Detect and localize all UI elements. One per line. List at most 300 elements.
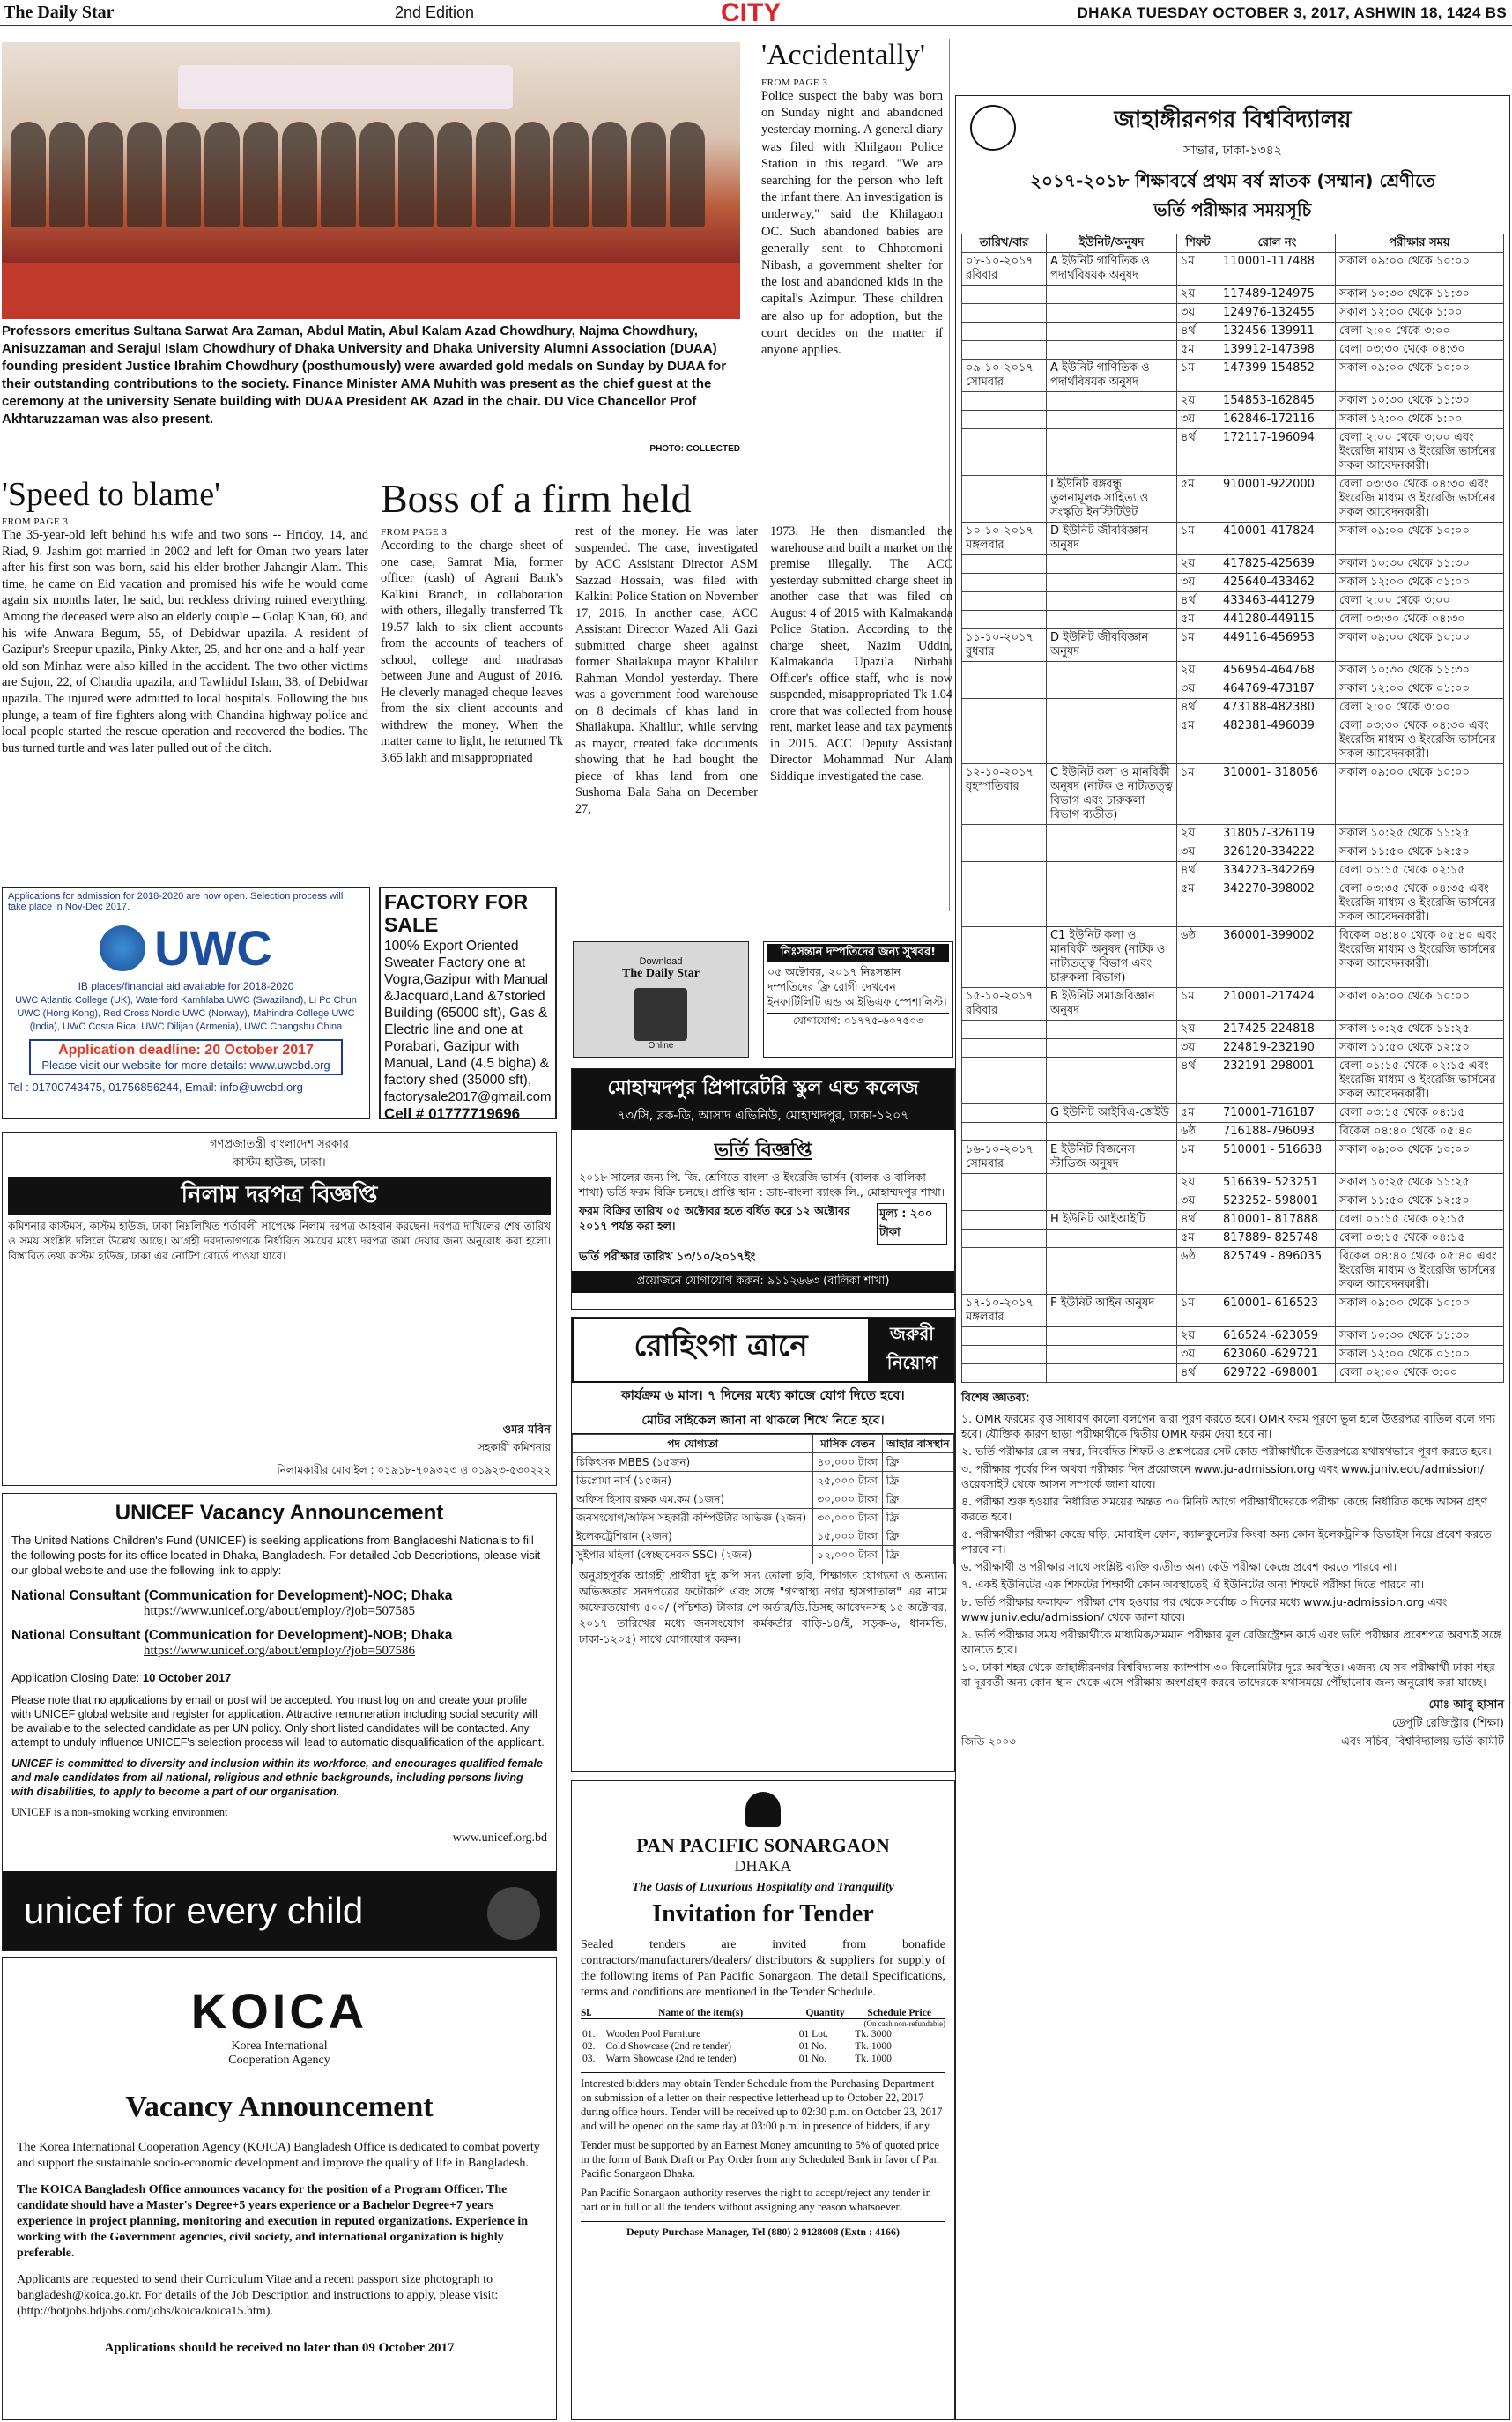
- table-cell: [962, 341, 1047, 360]
- note-item: ৩. পরীক্ষার পূর্বের দিন অথবা পরীক্ষার দিন প্রয়োজনে www.ju-admission.org এবং www.juniv.edu/admission/ ওয়েবসাইট থেকে আসন সম্পর্কে জানা যাবে।: [961, 1462, 1485, 1490]
- from-page: FROM PAGE 3: [2, 516, 69, 527]
- table-cell: [962, 825, 1047, 843]
- table-cell: [962, 392, 1047, 411]
- rohingya-body: অনুগ্রহপূর্বক আগ্রহী প্রার্থীরা দুই কপি সদ্য তোলা ছবি, শিক্ষাগত যোগ্যতা ও অন্যান্য অভিজ্ঞতার সনদপত্রের ফটোকপি এবং সঙ্গে "গণস্বাস্থ্য নগর হাসপাতাল" এর নামে অফেরতযোগ্য ৫০০/-(পাঁচশত) টাকার পে অর্ডার/ডি.ডিসহ আবেদনসহ ১৫ অক্টোবর, ২০১৭ তারিখের মধ্যে জনসংযোগ কর্মকর্তার বাড়ি-১৪/ই, সড়ক-৬, ধানমন্ডি, ঢাকা-১২০৫) সাথে যোগাযোগ করুন।: [579, 1569, 947, 1646]
- table-cell: 147399-154852: [1219, 360, 1336, 392]
- article-speed-to-blame: [2, 476, 368, 855]
- table-cell: 425640-433462: [1219, 574, 1336, 592]
- table-row: [962, 1058, 1504, 1104]
- table-row: [962, 323, 1504, 341]
- nilam-sign: ওমর মবিন: [502, 1423, 551, 1437]
- exam-date: ভর্তি পরীক্ষার তারিখ ১৩/১০/২০১৭ইং: [579, 1251, 756, 1264]
- table-cell: [962, 1346, 1047, 1364]
- table-cell: I ইউনিট বঙ্গবন্ধু তুলনামূলক সাহিত্য ও সংস্কৃতি ইনস্টিটিউট: [1047, 476, 1177, 523]
- tender-p1: Interested bidders may obtain Tender Schedule from the Purchasing Department on submission of a letter on their respective letterhead up to October 22, 2017 during office hours. Tender will be received up to 02:30 p.m. on October 23, 2017 and will be opened on the same day at 03:00 p.m. in presence of bidders, if any.: [581, 2072, 945, 2133]
- table-cell: ৬ষ্ঠ: [1177, 1123, 1219, 1141]
- koica-title: Vacancy Announcement: [125, 2091, 434, 2123]
- uwc-website[interactable]: Please visit our website for more details: www.uwcbd.org: [41, 1059, 330, 1072]
- table-cell: ৫ম: [1177, 341, 1219, 360]
- col-header: পদ যোগ্যতা: [573, 1435, 813, 1453]
- table-cell: Warm Showcase (2nd re tender): [605, 2054, 737, 2064]
- table-cell: [962, 555, 1047, 574]
- note-item: ১. OMR ফরমের বৃত্ত সাধারণ কালো বলপেন দ্বারা পূরণ করতে হবে। OMR ফরম পূরণে ভুল হলে উত্তরপত্র বাতিল বলে গণ্য হবে। যৌক্তিক কারণ ছাড়া পরীক্ষার্থীকে দ্বিতীয় OMR ফরম দেয়া হবে না।: [961, 1412, 1496, 1440]
- ad-infertility: [763, 941, 953, 1058]
- table-cell: 510001 - 516638: [1219, 1141, 1336, 1174]
- table-cell: [1047, 392, 1177, 411]
- uwc-contact: Tel : 01700743475, 01756856244, Email: info@uwcbd.org: [8, 1081, 303, 1094]
- schedule-table: [961, 234, 1504, 1383]
- note-item: ৭. একই ইউনিটের এক শিফটের শিক্ষার্থী কোন অবস্থাতেই ঐ ইউনিটের অন্য শিফটে পরীক্ষা দিতে পারবে না।: [961, 1578, 1425, 1591]
- from-page: FROM PAGE 3: [761, 78, 828, 88]
- ju-gd-code: জিডি-২০০৩: [961, 1735, 1016, 1748]
- note-item: ১০. ঢাকা শহর থেকে জাহাঙ্গীরনগর বিশ্ববিদ্যালয় ক্যাম্পাস ৩০ কিলোমিটার দূরে অবস্থিত। এজন্য যে সব পরীক্ষার্থী ঢাকা শহর বা দূরবর্তী অন্য কোন স্থান থেকে এসে পরীক্ষায় অংশগ্রহণ করবে তাদেরকে যথাসময়ে পৌঁছানোর জন্য অনুরোধ করা যাচ্ছে।: [961, 1660, 1495, 1689]
- table-cell: ফ্রি: [882, 1472, 953, 1490]
- table-cell: 172117-196094: [1219, 429, 1336, 476]
- table-cell: B ইউনিট সমাজবিজ্ঞান অনুষদ: [1047, 988, 1177, 1021]
- table-cell: [1047, 1230, 1177, 1248]
- table-cell: 117489-124975: [1219, 286, 1336, 304]
- table-cell: A ইউনিট গাণিতিক ও পদার্থবিষয়ক অনুষদ: [1047, 360, 1177, 392]
- col-header: শিফট: [1177, 234, 1219, 253]
- ad-unicef: [2, 1493, 557, 1951]
- ad-factory-sale: [379, 887, 557, 1119]
- table-cell: ৩য়: [1177, 411, 1219, 429]
- table-cell: বেলা ০৩:৩৫ থেকে ০৪:৩৫ এবং ইংরেজি মাধ্যম ও ইংরেজি ভার্সনের সকল আবেদনকারী।: [1336, 880, 1504, 927]
- table-cell: 482381-496039: [1219, 717, 1336, 764]
- table-row: [962, 1141, 1504, 1174]
- table-row: [962, 411, 1504, 429]
- table-row: [962, 286, 1504, 304]
- col-header: Name of the item(s): [658, 2008, 744, 2018]
- table-cell: 629722 -698001: [1219, 1364, 1336, 1383]
- unicef-diversity: UNICEF is committed to diversity and inclusion within its workforce, and encourages qualified female and male candidates from all national, religious and ethnic backgrounds, including persons living with disabilities, to apply to become a part of our organisation.: [11, 1757, 543, 1798]
- table-cell: ৩য়: [1177, 843, 1219, 862]
- table-row: [581, 2053, 945, 2065]
- table-cell: ২য়: [1177, 1327, 1219, 1346]
- table-cell: সকাল ০৯:০০ থেকে ১০:০০: [1336, 764, 1504, 825]
- table-cell: বিকেল ০৪:৪০ থেকে ০৫:৪০ এবং ইংরেজি মাধ্যম ও ইংরেজি ভার্সনের সকল আবেদনকারী।: [1336, 1248, 1504, 1295]
- table-cell: 410001-417824: [1219, 523, 1336, 555]
- infertility-body: ০৫ অক্টোবর, ২০১৭ নিঃসন্তান দম্পতিদের ফ্রি রোগী দেখবেন ইনফার্টিলিটি এন্ড আইভিএফ স্পেশালিস্ট।: [767, 965, 947, 1008]
- nilam-office: কাস্টম হাউজ, ঢাকা।: [233, 1156, 326, 1170]
- table-cell: সকাল ০৯:০০ থেকে ১০:০০: [1336, 1141, 1504, 1174]
- table-cell: ২য়: [1177, 1174, 1219, 1192]
- unicef-link-2[interactable]: https://www.unicef.org/about/employ/?job=507586: [143, 1644, 415, 1658]
- table-row: [962, 1248, 1504, 1295]
- table-cell: ৩য়: [1177, 574, 1219, 592]
- table-cell: [1047, 843, 1177, 862]
- table-cell: বেলা ২:০০ থেকে ৩:০০: [1336, 323, 1504, 341]
- table-cell: ৪র্থ: [1177, 592, 1219, 611]
- table-row: [962, 988, 1504, 1021]
- table-cell: 01 Lot.: [798, 2029, 828, 2039]
- table-cell: Tk. 3000: [855, 2029, 892, 2039]
- note-item: ৬. পরীক্ষার্থী ও পরীক্ষার সাথে সংশ্লিষ্ট ব্যক্তি ব্যতীত অন্য কেউ পরীক্ষা কেন্দ্রে প্রবেশ করতে পারবে না।: [961, 1560, 1397, 1573]
- section-title: CITY: [721, 0, 782, 26]
- table-cell: সকাল ০৯:০০ থেকে ১০:০০: [1336, 988, 1504, 1021]
- table-cell: ২য়: [1177, 662, 1219, 680]
- nilam-sign-title: সহকারী কমিশনার: [478, 1441, 551, 1453]
- table-cell: ১ম: [1177, 764, 1219, 825]
- table-cell: [962, 574, 1047, 592]
- table-cell: ৫ম: [1177, 880, 1219, 927]
- table-row: [962, 360, 1504, 392]
- ju-title-2: ভর্তি পরীক্ষার সময়সূচি: [1153, 199, 1312, 220]
- table-cell: C1 ইউনিট কলা ও মানবিকী অনুষদ (নাটক ও নাট্যতত্ত্ব বিভাগ এবং চারুকলা বিভাগ): [1047, 927, 1177, 988]
- table-row: [962, 1104, 1504, 1123]
- uwc-colleges: UWC Atlantic College (UK), Waterford Kamhlaba UWC (Swaziland), Li Po Chun UWC (Hong Kong), Red Cross Nordic UWC (Norway), Mahindra College UWC (India), UWC Costa Rica, UWC Dilijan (Armenia), UWC Changshu China: [15, 995, 357, 1032]
- table-cell: 02.: [582, 2041, 596, 2052]
- table-cell: G ইউনিট আইবিএ-জেইউ: [1047, 1104, 1177, 1123]
- closing-date: 10 October 2017: [142, 1671, 232, 1684]
- table-cell: ৩০,০০০ টাকা: [813, 1490, 882, 1509]
- table-row: [962, 699, 1504, 717]
- unicef-job-1: National Consultant (Communication for Development)-NOC; Dhaka: [11, 1588, 453, 1603]
- table-cell: 623060 -629721: [1219, 1346, 1336, 1364]
- table-cell: [962, 411, 1047, 429]
- table-cell: ৩০,০০০ টাকা: [813, 1509, 882, 1527]
- koica-deadline: Applications should be received no later than 09 October 2017: [104, 2341, 455, 2355]
- table-cell: [962, 862, 1047, 880]
- headline: 'Speed to blame': [2, 476, 220, 513]
- note-item: ২. ভর্তি পরীক্ষার রোল নম্বর, নিবেদিত শিফট ও প্রশ্নপত্রের সেট কোড পরীক্ষার্থীকে উত্তরপত্রে যথাযথভাবে পূরণ করতে হবে।: [961, 1445, 1492, 1458]
- table-row: [962, 1346, 1504, 1364]
- table-cell: [962, 323, 1047, 341]
- table-cell: [962, 286, 1047, 304]
- factory-cell: Cell # 01777719696: [384, 1105, 521, 1119]
- table-cell: [962, 429, 1047, 476]
- table-cell: D ইউনিট জীববিজ্ঞান অনুষদ: [1047, 523, 1177, 555]
- table-cell: ৫ম: [1177, 1230, 1219, 1248]
- table-row: [573, 1453, 954, 1472]
- table-row: [962, 680, 1504, 699]
- ju-sign-title-1: ডেপুটি রেজিস্ট্রার (শিক্ষা): [1391, 1717, 1504, 1730]
- table-cell: বেলা ০১:১৫ থেকে ০২:১৫: [1336, 862, 1504, 880]
- table-cell: [1047, 429, 1177, 476]
- table-cell: [1047, 323, 1177, 341]
- table-cell: ১ম: [1177, 988, 1219, 1021]
- table-row: [962, 1123, 1504, 1141]
- table-cell: H ইউনিট আইআইটি: [1047, 1211, 1177, 1230]
- table-row: [962, 843, 1504, 862]
- article-col-3: 1973. He then dismantled the warehouse and built a market on the premise illegally. The ACC yesterday submitted charge sheet in another case that was filed on August 4 of 2015 with Kalmakanda Police Station. According to the charge sheet, Nazim Uddin, Kalmakanda Upazila Nirbahi Officer's office staff, who is now suspended, misappropriated Tk 1.04 crore that was collected from house rent, market lease and tax payments in 2015. ACC Deputy Assistant Director Mohammad Nur Alam Siddique investigated the case.: [770, 524, 952, 784]
- table-cell: সকাল ১০:৩০ থেকে ১১:৩০: [1336, 662, 1504, 680]
- ju-logo-icon: [970, 105, 1016, 151]
- table-row: [573, 1527, 954, 1546]
- table-cell: [1047, 1058, 1177, 1104]
- table-cell: 610001- 616523: [1219, 1295, 1336, 1327]
- table-cell: 825749 - 896035: [1219, 1248, 1336, 1295]
- table-cell: 162846-172116: [1219, 411, 1336, 429]
- table-cell: E ইউনিট বিজনেস স্টাডিজ অনুষদ: [1047, 1141, 1177, 1174]
- table-cell: [1047, 1248, 1177, 1295]
- nilam-phone: নিলামকারীর মোবাইল : ০১৯১৮-৭০৯৩২৩ ও ০১৯২৩-৫৩০২২২: [277, 1464, 551, 1476]
- table-cell: 132456-139911: [1219, 323, 1336, 341]
- table-cell: সকাল ১০:২৫ থেকে ১১:২৫: [1336, 825, 1504, 843]
- unicef-logo: unicef for every child: [24, 1890, 364, 1931]
- ad-daily-star-app: [573, 941, 749, 1058]
- ad-pan-pacific-tender: [571, 1780, 955, 2420]
- ju-name: জাহাঙ্গীরনগর বিশ্ববিদ্যালয়: [1114, 107, 1352, 133]
- table-cell: [1047, 611, 1177, 629]
- table-row: [962, 304, 1504, 323]
- koica-sub-2: Cooperation Agency: [228, 2054, 330, 2067]
- table-cell: Wooden Pool Furniture: [605, 2029, 701, 2039]
- factory-email[interactable]: factorysale2017@gmail.com: [384, 1089, 552, 1104]
- table-cell: [962, 699, 1047, 717]
- table-cell: [1047, 1192, 1177, 1211]
- table-cell: [1047, 880, 1177, 927]
- hotel-name: PAN PACIFIC SONARGAON: [636, 1834, 890, 1856]
- table-cell: সুইপার মহিলা (স্বেচ্ছাসেবক SSC) (২জন): [573, 1546, 813, 1564]
- table-cell: [1047, 1123, 1177, 1141]
- table-cell: 139912-147398: [1219, 341, 1336, 360]
- col-header: তারিখ/বার: [962, 234, 1047, 253]
- table-cell: ৫ম: [1177, 476, 1219, 523]
- table-cell: [962, 717, 1047, 764]
- table-cell: 710001-716187: [1219, 1104, 1336, 1123]
- table-row: [962, 392, 1504, 411]
- table-cell: 03.: [582, 2054, 596, 2064]
- table-cell: [962, 1230, 1047, 1248]
- table-cell: সকাল ১০:২৫ থেকে ১১:২৫: [1336, 1174, 1504, 1192]
- ju-title-1: ২০১৭-২০১৮ শিক্ষাবর্ষে প্রথম বর্ষ স্নাতক (সম্মান) শ্রেণীতে: [1030, 170, 1435, 191]
- rohingya-duration: কার্যক্রম ৬ মাস। ৭ দিনের মধ্যে কাজে যোগ দিতে হবে।: [621, 1387, 905, 1403]
- table-cell: 449116-456953: [1219, 629, 1336, 662]
- article-body: The 35-year-old left behind his wife and two sons -- Hridoy, 14, and Riad, 9. Jashim got married in 2002 and left for Oman two years later after his first son was born, said his elder brother Jahangir Alam. This time, he came on Eid vacation and promised his wife he would come again six months later, he said, but reckless driving ruined everything. Among the deceased were also an elderly couple -- Golap Khan, 60, and his wife Anwara Begum, 55, of Debidwar upazila. A resident of Gazipur's Sreepur upazila, Pinky Akter, 25, and her one-and-a-half-year-old son Minhaz were also killed in the accident. The two other victims are Sujon, 22, of Chandia upazila, and Tawhidul Islam, 38, of Debidwar upazila. The injured were admitted to local hospitals. Following the bus plunge, a team of fire fighters along with Chandina highway police and local people started the rescue operation and recovered the bodies. The bus turned turtle and was later pulled out of the ditch.: [2, 528, 368, 755]
- ds-name: The Daily Star: [622, 967, 700, 980]
- ad-customs-auction: [2, 1132, 557, 1486]
- table-cell: ১ম: [1177, 629, 1219, 662]
- hotel-tagline: The Oasis of Luxurious Hospitality and Tranquility: [632, 1881, 894, 1894]
- table-cell: ফ্রি: [882, 1527, 953, 1546]
- table-row: [962, 1039, 1504, 1058]
- ad-koica: [2, 1957, 557, 2420]
- unicef-note: Please note that no applications by email or post will be accepted. You must log on and create your profile with UNICEF global website and register for application. Attractive remuneration including social security will be available to the selected candidate as per UN policy. Only short listed candidates will be contacted. Any attempt to unduly influence UNICEF's selection process will lead to automatic disqualification of the applicant.: [11, 1694, 545, 1749]
- table-cell: [1047, 304, 1177, 323]
- table-cell: ০৯-১০-২০১৭ সোমবার: [962, 360, 1047, 392]
- table-row: [962, 880, 1504, 927]
- table-cell: ৩য়: [1177, 1346, 1219, 1364]
- table-cell: 326120-334222: [1219, 843, 1336, 862]
- rohingya-title: রোহিংগা ত্রানে: [572, 1318, 870, 1383]
- table-cell: ৪র্থ: [1177, 1211, 1219, 1230]
- table-cell: বেলা ০৩:৩০ থেকে ০৪:৩০ এবং ইংরেজি মাধ্যম ও ইংরেজি ভার্সনের সকল আবেদনকারী।: [1336, 476, 1504, 523]
- table-cell: ৫ম: [1177, 717, 1219, 764]
- ds-online: Online: [648, 1041, 674, 1051]
- tender-subheader: (On cash non-refundable): [863, 2019, 945, 2028]
- koica-logo: KOICA: [190, 1983, 368, 2039]
- table-cell: ৪র্থ: [1177, 323, 1219, 341]
- table-cell: [962, 662, 1047, 680]
- table-cell: সকাল ১২:০০ থেকে ০১:০০: [1336, 1346, 1504, 1364]
- table-cell: [1047, 680, 1177, 699]
- factory-body: 100% Export Oriented Sweater Factory one at Vogra,Gazipur with Manual &Jacquard,Land &7storied Building (65000 sft), Gas & Electric line and one at Porabari, Gazipur with Manual, Land (4.5 bigha) & factory shed (35000 sft),: [384, 939, 549, 1088]
- table-cell: বেলা ০১:১৫ থেকে ০২:১৫: [1336, 1211, 1504, 1230]
- from-page: FROM PAGE 3: [381, 527, 448, 538]
- table-row: [962, 476, 1504, 523]
- table-cell: সকাল ১০:৩০ থেকে ১১:৩০: [1336, 286, 1504, 304]
- note-item: ৪. পরীক্ষা শুরু হওয়ার নির্ধারিত সময়ের অন্তত ৩০ মিনিট আগে পরীক্ষার্থীদেরকে পরীক্ষা কেন্দ্রে নির্ধারিত কক্ষে আসন গ্রহণ করতে হবে।: [961, 1495, 1487, 1523]
- table-cell: [1047, 825, 1177, 843]
- table-cell: সকাল ১০:৩০ থেকে ১১:৩০: [1336, 555, 1504, 574]
- factory-title: FACTORY FOR SALE: [384, 890, 529, 936]
- headline: 'Accidentally': [761, 39, 925, 71]
- table-cell: সকাল ১১:৫০ থেকে ১২:৫০: [1336, 843, 1504, 862]
- table-cell: ২৫,০০০ টাকা: [813, 1472, 882, 1490]
- col-header: ইউনিট/অনুষদ: [1047, 234, 1177, 253]
- table-cell: 342270-398002: [1219, 880, 1336, 927]
- table-cell: ৩য়: [1177, 1039, 1219, 1058]
- article-boss-held: [381, 476, 953, 899]
- col-header: আহার বাসস্থান: [882, 1435, 953, 1453]
- table-cell: ৪র্থ: [1177, 1364, 1219, 1383]
- table-cell: 01.: [582, 2029, 596, 2039]
- table-cell: D ইউনিট জীববিজ্ঞান অনুষদ: [1047, 629, 1177, 662]
- table-cell: সকাল ১২:০০ থেকে ১:০০: [1336, 304, 1504, 323]
- table-cell: ৩য়: [1177, 304, 1219, 323]
- uwc-logo: UWC: [154, 920, 272, 976]
- table-cell: [962, 1039, 1047, 1058]
- col-header: Sl.: [581, 2008, 592, 2018]
- table-cell: 01 No.: [798, 2041, 827, 2052]
- table-cell: [1047, 1346, 1177, 1364]
- table-cell: ১৬-১০-২০১৭ সোমবার: [962, 1141, 1047, 1174]
- table-cell: বেলা ০৩:৩০ থেকে ০৪:৩০: [1336, 341, 1504, 360]
- table-row: [962, 429, 1504, 476]
- table-cell: ৫ম: [1177, 1104, 1219, 1123]
- table-cell: ফ্রি: [882, 1453, 953, 1472]
- table-row: [962, 662, 1504, 680]
- table-cell: 456954-464768: [1219, 662, 1336, 680]
- unicef-link-1[interactable]: https://www.unicef.org/about/employ/?job=507585: [143, 1604, 415, 1618]
- table-cell: বেলা ২:০০ থেকে ৩:০০: [1336, 699, 1504, 717]
- table-cell: 417825-425639: [1219, 555, 1336, 574]
- tender-table: [581, 2008, 945, 2065]
- rohingya-note: মোটর সাইকেল জানা না থাকলে শিখে নিতে হবে।: [572, 1408, 954, 1434]
- article-col-1: According to the charge sheet of one case, Samrat Mia, former officer (cash) of Agrani Bank's Kalkini Branch, in collaboration with others, illegally transferred Tk 19.57 lakh to six client accounts from the accounts of teachers of school, college and madrasas between June and August of 2016. He cleverly managed cheque leaves from the six client accounts and withdrew the money. When the matter came to light, he returned Tk 3.65 lakh and misappropriated: [381, 539, 563, 765]
- table-cell: ২য়: [1177, 825, 1219, 843]
- table-cell: [962, 304, 1047, 323]
- unicef-job-2: National Consultant (Communication for Development)-NOB; Dhaka: [11, 1628, 453, 1643]
- article-accidentally: [761, 39, 943, 453]
- table-cell: 523252- 598001: [1219, 1192, 1336, 1211]
- table-cell: বেলা ০৩:৩০ থেকে ০৪:৩০: [1336, 611, 1504, 629]
- paper-name: The Daily Star: [4, 3, 115, 22]
- ad-ju-admission: [955, 95, 1510, 2420]
- table-cell: F ইউনিট আইন অনুষদ: [1047, 1295, 1177, 1327]
- table-row: [962, 629, 1504, 662]
- rohingya-urgent: জরুরী নিয়োগ: [870, 1318, 954, 1383]
- table-row: [962, 764, 1504, 825]
- closing-label: Application Closing Date:: [11, 1671, 140, 1684]
- table-cell: ১২,০০০ টাকা: [813, 1546, 882, 1564]
- ju-sign-title-2: এবং সচিব, বিশ্ববিদ্যালয় ভর্তি কমিটি: [1341, 1735, 1504, 1749]
- table-row: [962, 253, 1504, 286]
- table-row: [962, 592, 1504, 611]
- table-cell: [962, 1211, 1047, 1230]
- table-cell: 110001-117488: [1219, 253, 1336, 286]
- table-cell: ৩য়: [1177, 680, 1219, 699]
- table-cell: 441280-449115: [1219, 611, 1336, 629]
- table-cell: ১ম: [1177, 360, 1219, 392]
- admission-title: ভর্তি বিজ্ঞপ্তি: [714, 1140, 812, 1162]
- table-cell: ইলেকট্রেশিয়ান (২জন): [573, 1527, 813, 1546]
- ad-uwc: [2, 887, 370, 1119]
- tender-p2: Tender must be supported by an Earnest Money amounting to 5% of quoted price in the form of Bank Draft or Pay Order from any Scheduled Bank in favor of Pan Pacific Sonargaon Dhaka.: [581, 2139, 940, 2180]
- table-row: [573, 1472, 954, 1490]
- table-cell: ১ম: [1177, 1141, 1219, 1174]
- table-cell: ১ম: [1177, 523, 1219, 555]
- table-cell: চিকিৎসক MBBS (১৫জন): [573, 1453, 813, 1472]
- koica-p2: The KOICA Bangladesh Office announces vacancy for the position of a Program Officer. The candidate should have a Master's Degree+5 years experience or a Bachelor Degree+7 years experience in project planning, monitoring and execution in reputed organizations. Experience in working with the Government agencies, civil society, and international organization is highly preferable.: [17, 2183, 529, 2260]
- table-cell: সকাল ০৯:০০ থেকে ১০:০০: [1336, 360, 1504, 392]
- note-item: ৯. ভর্তি পরীক্ষার সময় পরীক্ষার্থীকে মাধ্যমিক/সমমান পরীক্ষার মূল রেজিস্ট্রেশন কার্ড এবং ভর্তি পরীক্ষার প্রবেশপত্র অবশ্যই সঙ্গে আনতে হবে।: [961, 1628, 1501, 1656]
- table-cell: [962, 1021, 1047, 1039]
- table-cell: 810001- 817888: [1219, 1211, 1336, 1230]
- table-cell: 154853-162845: [1219, 392, 1336, 411]
- uwc-ib: IB places/financial aid available for 2018-2020: [78, 980, 294, 992]
- table-row: [962, 1230, 1504, 1248]
- table-cell: 360001-399002: [1219, 927, 1336, 988]
- table-cell: 516639- 523251: [1219, 1174, 1336, 1192]
- col-header: রোল নং: [1219, 234, 1336, 253]
- table-cell: [962, 680, 1047, 699]
- table-cell: ১৫,০০০ টাকা: [813, 1527, 882, 1546]
- table-cell: [1047, 1021, 1177, 1039]
- hotel-city: DHAKA: [734, 1857, 792, 1875]
- table-cell: [1047, 574, 1177, 592]
- table-row: [573, 1509, 954, 1527]
- headline: Boss of a firm held: [381, 476, 692, 521]
- table-cell: 616524 -623059: [1219, 1327, 1336, 1346]
- table-cell: 464769-473187: [1219, 680, 1336, 699]
- table-cell: 210001-217424: [1219, 988, 1336, 1021]
- table-cell: 224819-232190: [1219, 1039, 1336, 1058]
- col-header: পরীক্ষার সময়: [1336, 234, 1504, 253]
- rohingya-table: [572, 1434, 954, 1564]
- table-cell: [1047, 286, 1177, 304]
- table-cell: [962, 1174, 1047, 1192]
- table-row: [581, 2040, 945, 2053]
- table-row: [962, 555, 1504, 574]
- table-cell: 473188-482380: [1219, 699, 1336, 717]
- table-cell: [1047, 662, 1177, 680]
- table-cell: সকাল ১২:০০ থেকে ১:০০: [1336, 411, 1504, 429]
- caption-text: Professors emeritus Sultana Sarwat Ara Zaman, Abdul Matin, Abul Kalam Azad Chowdhury, Najma Chowdhury, Anisuzzaman and Serajul Islam Chowdhury of Dhaka University and Dhaka University Alumni Association (DUAA) founding president Justice Ibrahim Chowdhury (posthumously) were awarded gold medals on Sunday by DUAA for their outstanding contributions to the society. Finance Minister AMA Muhith was present as the chief guest at the ceremony at the university Senate building with DUAA President AK Azad in the chair. DU Vice Chancellor Prof Akhtaruzzaman was also present.: [2, 323, 727, 427]
- note-item: ৮. ভর্তি পরীক্ষার ফলাফল পরীক্ষা শেষ হওয়ার পর থেকে সর্বোচ্চ ৩ দিনের মধ্যে www.ju-admission.org এবং www.juniv.edu/admission/ থেকে জানা যাবে।: [961, 1595, 1448, 1623]
- form-price: মূল্য : ২০০ টাকা: [877, 1203, 947, 1245]
- table-row: [962, 1364, 1504, 1383]
- unicef-smoke: UNICEF is a non-smoking working environment: [11, 1806, 228, 1818]
- table-cell: 433463-441279: [1219, 592, 1336, 611]
- tender-intro: Sealed tenders are invited from bonafide contractors/manufacturers/dealers/ distributors & suppliers for supply of the following items of Pan Pacific Sonargaon. The detail Specifications, terms and conditions are mentioned in the Tender Schedule.: [581, 1938, 945, 1999]
- table-cell: বেলা ০৩:১৫ থেকে ০৪:১৫: [1336, 1230, 1504, 1248]
- table-row: [962, 862, 1504, 880]
- photo-credit: PHOTO: COLLECTED: [649, 444, 740, 454]
- table-cell: ১৭-১০-২০১৭ মঙ্গলবার: [962, 1295, 1047, 1327]
- col-header: Quantity: [805, 2008, 845, 2018]
- table-row: [962, 1327, 1504, 1346]
- unicef-intro: The United Nations Children's Fund (UNICEF) is seeking applications from Bangladeshi Nationals to fill the following posts for its office located in Dhaka, Bangladesh. For detailed Job Descriptions, please visit our global website and use the following link to apply:: [11, 1534, 541, 1577]
- table-cell: ৪র্থ: [1177, 429, 1219, 476]
- table-cell: 334223-342269: [1219, 862, 1336, 880]
- table-row: [962, 717, 1504, 764]
- unicef-url[interactable]: www.unicef.org.bd: [452, 1831, 547, 1845]
- table-cell: [962, 927, 1047, 988]
- tender-title: Invitation for Tender: [652, 1900, 874, 1928]
- table-cell: [1047, 1364, 1177, 1383]
